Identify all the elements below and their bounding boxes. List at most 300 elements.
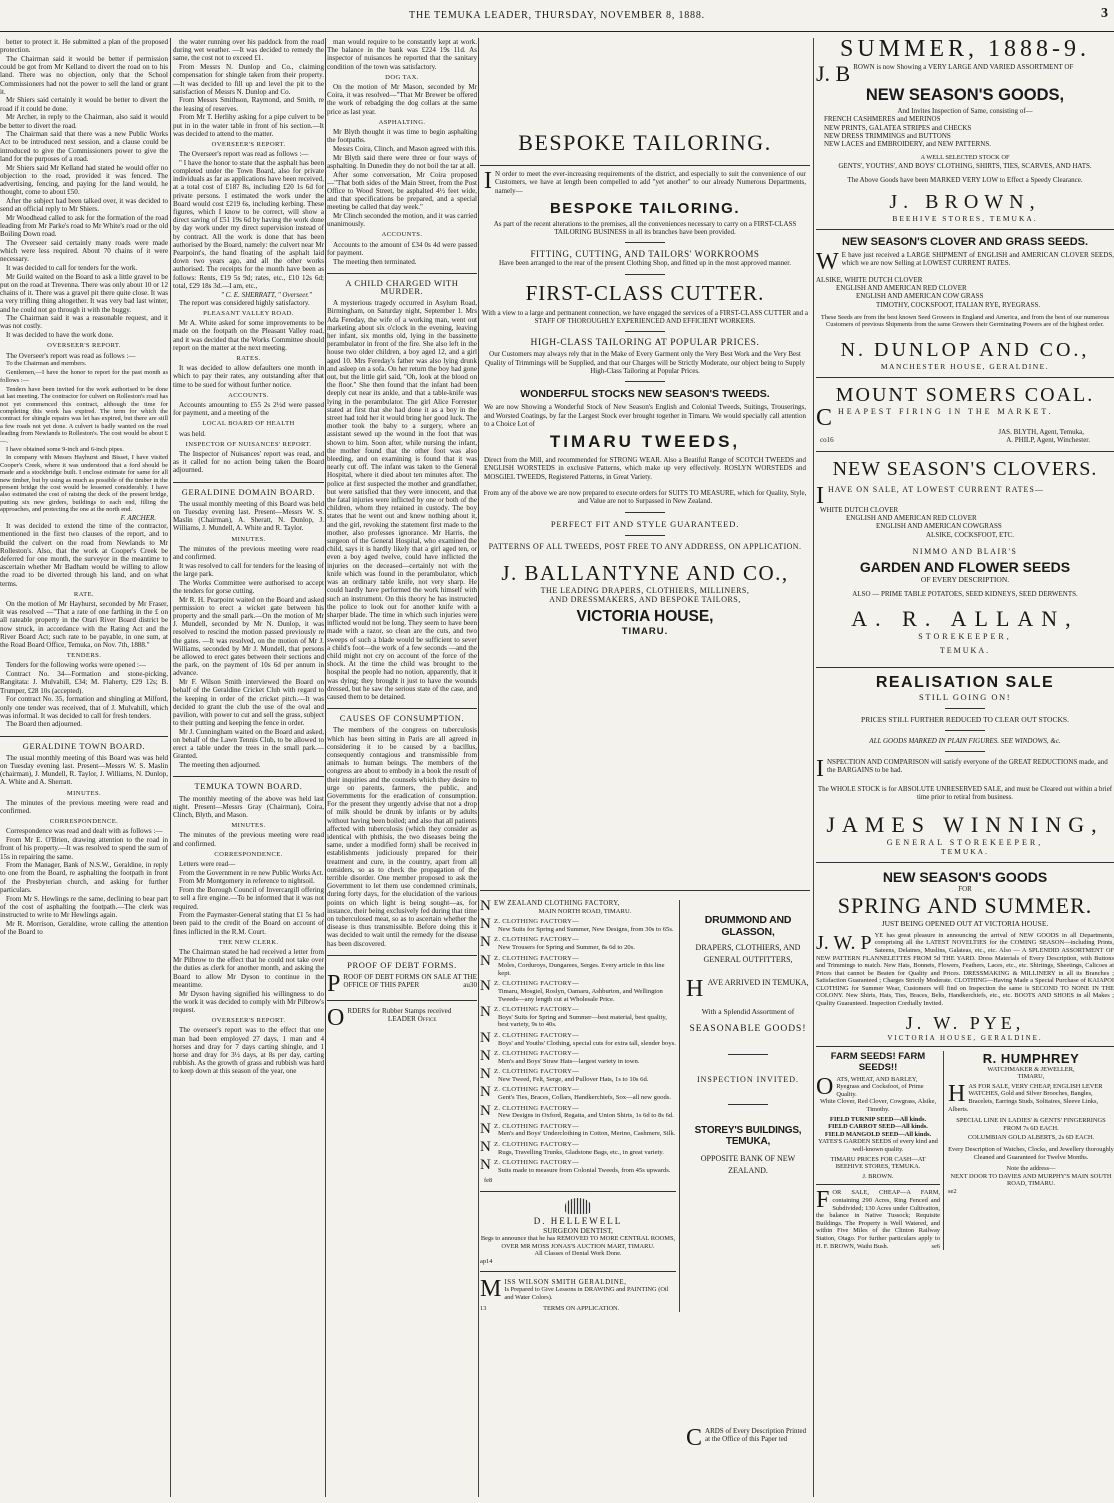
drop-cap: C <box>686 1427 703 1448</box>
wilson-name: ISS WILSON SMITH GERALDINE, <box>504 1278 627 1287</box>
humphrey-ad <box>948 1051 1114 1196</box>
paragraph: Mr Archer, in reply to the Chairman, also said it would be better to divert the road. <box>0 113 168 130</box>
divider <box>480 890 810 891</box>
paragraph: The Overseer's report was read as follows :— <box>179 150 309 159</box>
cheapest-text: HEAPEST FIRING IN THE MARKET. <box>838 407 1054 417</box>
divider <box>327 1000 477 1001</box>
divider <box>625 331 665 332</box>
inspection-body: NSPECTION AND COMPARISON will satisfy everyone of the GREAT REDUCTIONS made, and the BARGAINS to be had. <box>827 758 1108 775</box>
agent-philp-text: A. PHILP, Agent, Winchester. <box>1006 436 1090 445</box>
perfect-fit: PERFECT FIT AND STYLE GUARANTEED. <box>550 518 740 529</box>
factory-item: N Z. CLOTHING FACTORY— Timaru, Mosgiel, Roslyn, Oamaru, Ashburton, and Wellington Tweeds—any length cut at Wholesale Price. <box>480 978 663 1003</box>
paragraph: The Board then adjourned. <box>6 720 83 729</box>
paragraph: Mr Guild waited on the Board to ask a little gravel to be put on the road at Trevenna. There was only about 10 or 12 chains of it. There was a gravel pit there quite close. It was a very trifling thing altogether. It was very bad last winter, and he could not go through it with the buggy. <box>0 272 168 314</box>
still-going: STILL GOING ON! <box>918 692 1012 703</box>
divider <box>728 1054 768 1055</box>
paragraph: On the motion of Mr Mason, seconded by Mr Coira, it was resolved—"That Mr Brewer be offered the work of rebadging the dog collars at the same price as last year. <box>327 83 477 116</box>
wilson-smith-ad <box>480 1278 676 1312</box>
paragraph: Mr J. Cunningham waited on the Board and asked, on behalf of the Lawn Tennis Club, to be allowed to erect a table under the trees in the small park.—Granted. <box>173 727 324 761</box>
factory-item: N Z. CLOTHING FACTORY— Rugs, Travelling Trunks, Gladstone Bags, etc., in great variety. <box>480 1139 664 1156</box>
pye-body: YE has great pleasure in announcing the arrival of NEW GOODS in all Departments, comprising all the LATEST NOVELTIES for the COMING SEASON—including Prints, Sateens, Delaines, Muslins, Galateas, etc., etc. Also — A SPLENDID ASSORTMENT OF NEW PATTERN FLANNELETTES FROM 5d THE YARD. Dress Materials of Every Description, with Buttons and Trimmings to match. New Hats, Bonnets, Flowers, Feathers, Laces, etc., etc. Shirtings, Sheetings, Calicoes at Prices that cannot be Beaten for Quality and Prices. DRESSMAKING & MILLINERY in all its Branches ; Satisfaction Guaranteed ; Charges Strictly Moderate. CLOTHING—Having Made a Special Purchase of KAIAPOI CLOTHING for Summer Wear, Customers will find on Inspection the same is SECOND TO NONE IN THE COLONY. New Shirts, Hats, Ties, Braces, Belts, Handkerchiefs, etc., etc. BOOTS AND SHOES in all Makes ; Quality Guaranteed. Inspection Cordially Invited. <box>816 931 1114 1008</box>
drummond-arrived <box>686 978 810 999</box>
nimmo-blair: NIMMO AND BLAIR'S <box>912 546 1018 556</box>
victoria-house: VICTORIA HOUSE, <box>576 607 714 625</box>
ballantyne-sub: THE LEADING DRAPERS, CLOTHIERS, MILLINERS, <box>540 585 750 595</box>
factory-item: N Z. CLOTHING FACTORY— Men's and Boys' Underclothing in Cotton, Merino, Cashmere, Silk. <box>480 1120 676 1138</box>
cutter-text: With a view to a large and permanent connection, we have engaged the services of a FIRST-CLASS CUTTER and a STAFF OF THOROUGHLY EXPERIENCED AND EFFICIENT WORKERS. <box>482 308 808 326</box>
paragraph: Gentlemen,—I have the honor to report for the past month as follows :— <box>0 368 168 385</box>
paragraph: The Overseer's report was read as follows :— <box>6 351 136 360</box>
stock-text: From any of the above we are now prepared to execute orders for SUITS TO MEASURE, which for Quality, Style, and Value are not to Surpassed in New Zealand. <box>483 489 807 506</box>
winning-ad <box>816 674 1114 856</box>
ad-code: ap14 <box>480 1257 493 1265</box>
victoria-geraldine: VICTORIA HOUSE, GERALDINE. <box>887 1033 1043 1042</box>
farm-white: White Clover, Red Clover, Cowgrass, Alsike, Timothy. <box>819 1098 937 1114</box>
paragraph: On the motion of Mr Hayhurst, seconded by Mr Fraser, it was resolved —"That a rate of one farthing in the £ on all rateable property in the Orari River Board district be now struck, in accordance with the Rating Act and the River Board Act; such rate to be payable, in one sum, at the Road Board Office, Temuka, on Nov. 7th, 1888." <box>0 600 168 650</box>
paragraph: It was decided to extend the time of the contractor, mentioned in the first two clauses of the report, and to build the culvert on the road from Newlands to Mr Rolleston's. Also, that the work at Cooper's Creek be deferred for one month, the surveyor in the meantime to ascertain whether Mr Badham would be willing to allow the road to be diverted through his land, and on what terms. <box>0 522 168 588</box>
paragraph: From Mr Montgomery in reference to nightsoil. <box>179 877 315 886</box>
paragraph: man would require to be constantly kept at work. The balance in the bank was £224 19s 11d. As inspector of nuisances he reported that the sanitary condition of the town was satisfactory. <box>327 38 477 71</box>
clover-note: These Seeds are from the best known Seed Growers in England and America, and from the best of our numerous Customers of previous Shipments from the same Growers their Germinating Powers are of the highest order. <box>820 313 1110 329</box>
paragraph: The minutes of the previous meeting were read and confirmed. <box>173 544 324 562</box>
invites-text: And Invites Inspection of Same, consisting of— <box>897 107 1033 115</box>
drop-cap: O <box>327 1007 345 1029</box>
drop-cap: M <box>480 1278 502 1303</box>
humphrey-place: TIMARU, <box>1017 1073 1045 1081</box>
drop-cap: I <box>816 758 824 780</box>
paragraph: I have obtained some 9-inch and 6-inch pipes. <box>6 445 124 453</box>
paragraph: From Messrs Smithson, Raymond, and Smith, re the leasing of reserves. <box>173 96 324 113</box>
dentist-ad <box>480 1198 676 1265</box>
paragraph: Accounts to the amount of £34 0s 4d were passed for payment. <box>327 240 477 257</box>
factory-item: N Z. CLOTHING FACTORY— Boys' Suits for Spring and Summer—best material, best quality, best variety, 9s to 40s. <box>480 1004 667 1029</box>
drop-cap: I <box>484 168 492 194</box>
paragraph: Mr F. Wilson Smith interviewed the Board on behalf of the Geraldine Cricket Club with regard to the keeping in order of the cricket pitch.—It was decided to grant the club the use of the oval and pavilion, with power to cut and sell the grass, subject to their putting and keeping the fence in order. <box>173 678 324 728</box>
paragraph: Contract No. 34—Formation and stone-picking, Rangitata: J. Mulvahill, £34; M. Flaherty, £29 12s; B. Trumper, £28 10s (accepted). <box>0 670 168 695</box>
humphrey-note: Note the address— <box>1006 1165 1056 1173</box>
inspection-text <box>816 758 1114 779</box>
brown-ad <box>816 38 1114 223</box>
humphrey-repair: Every Description of Watches, Clocks, and Jewellery thoroughly Cleaned and Guaranteed for Twelve Months. <box>948 1146 1114 1161</box>
paragraph: was held. <box>179 429 206 438</box>
cheapest-firing <box>816 407 1114 428</box>
tooth-icon <box>565 1198 591 1214</box>
ad-code: se6 <box>931 1242 940 1250</box>
paragraph: The usual monthly meeting of this Board was was held on Tuesday evening last. Present—Messrs W. S. Maslin (chairman), J. Mundell, R. Taylor, J. Williams, N. Dunlop, A. White and A. Sherratt. <box>0 753 168 787</box>
drummond-name: DRUMMOND AND GLASSON, <box>704 914 792 938</box>
factory-item: N Z. CLOTHING FACTORY— Gent's Ties, Braces, Collars, Handkerchiefs, Sox—all new goods. <box>480 1084 671 1102</box>
column-rule <box>813 38 814 1497</box>
wilson-text: Is Prepared to Give Lessons in DRAWING and PAINTING (Oil and Water Colors). <box>504 1286 669 1301</box>
paragraph: " I have the honor to state that the asphalt has been completed under the Town Board, also for private individuals as far as applications have been received, at a total cost of £187 8s, including £20 1s 6d for private persons. I estimated the work under the Board would cost £219 6s, including kerbing. These figures, which I know to be correct, will show a direct saving of £51 19s 6d by having the work done by day work under my direct supervision instead of by contract. All the work is done that has been authorised by the Board, namely: the culvert near Mr Pearpoint's, the hand floating of the asphalt laid down two years ago, and all the other works authorised. The receipts for the month have been as follows: Rents, £19 5s 9d; rates, etc., £10 12s 6d; total, £29 18s 3d.—I am, etc., <box>173 158 324 290</box>
factory-item: N Z. CLOTHING FACTORY— New Trousers for Spring and Summer, 8s 6d to 20s. <box>480 934 635 951</box>
fitting-title: FITTING, CUTTING, AND TAILORS' WORKROOMS <box>530 249 760 260</box>
subheading: TENDERS. <box>66 652 102 660</box>
subheading: RATES. <box>236 355 261 363</box>
farm-sale-text: OR SALE, CHEAP—A FARM, containing 290 Acres, Ring Fenced and Subdivided; 130 Acres under Cultivation, the balance in Native Tussock; Requisite Buildings. The Property is Well Watered, and within Five Miles of the Clinton Railway Station, Otago. For further particulars apply to H. F. BROWN, Waihi Bush. <box>816 1189 940 1250</box>
cards-text: ARDS of Every Description Printed at the Office of this Paper ted <box>705 1427 807 1443</box>
coal-ad <box>816 384 1114 445</box>
place-name: TIMARU. <box>621 625 669 637</box>
clovers-title: NEW SEASON'S CLOVERS. <box>832 457 1098 480</box>
paragraph: Mr Shiers said Mr Kelland had stated he would offer no objection to the road, provided it was fenced. The advertising, fencing, and paying for the land would, he thought, come to about £50. <box>0 163 168 197</box>
ballantyne-ad <box>480 130 810 637</box>
factory-name: EW ZEALAND CLOTHING FACTORY, <box>494 899 620 907</box>
paragraph: It was decided to call for tenders for the work. <box>6 263 138 272</box>
list-item: TIMOTHY, COCKSFOOT, ITALIAN RYE, RYEGRASS. <box>876 300 1041 309</box>
paragraph: A mysterious tragedy occurred in Asylum Road, Birmingham, on Saturday night, September 1. Mrs Ada Fereday, the wife of a working man, went out marketing about six o'clock in the evening, leaving her infant, six months old, lying in the bassinette perambulator in front of the fire. She also left in the house two older children, a boy aged 12, and a girl aged 10. Mrs Fereday's father was also lying drunk and asleep on a sofa. On her return the boy had gone out, but the little girl said, "Oh, look at the blood on the floor." She then found that the infant had been deeply cut near its ankle, and that a table-knife was lying in the perambulator. The girl Alice Forrester stated at first that she had done it as a boy in the street had told her it would bring her good luck. The mother took the baby to a surgery, where an assistant sewed up the wound in the foot that was shown to him. Soon after, while nursing the infant, the mother found that the other foot was also bleeding, and on examining is found that it was nearly cut off. The infant was taken to the General Hospital, where it died about ten minutes after. The police at first suspected the mother and grandfather, but were satisfied that they were innocent, and that the fatal injuries were inflicted by one or both of the children, whom they retained in custody. The boy states that he went out and knew nothing about it, and the girl, revoking the statement first made to the mother, also professes ignorance. Mr Harris, the surgeon of the General Hospital, who examined the child, says it is hardly likely that a girl aged ten, or even a boy aged twelve, could have inflicted the injuries on the deceased—certainly not with the knife which was found in the perambulator, which was an ordinary table knife, not very sharp. He could hardly have performed the work himself with such an instrument. On this theory he has instructed the police to look out for another knife with a sharper blade. The time in which such injuries were inflicted would not be long. They seem to have been made with a razor, so clean are the cuts, and two sweeps of such a blade would be sufficient to sever a child's foot—the work of a few seconds —and the child might not cry on account of the force of the shock. At the time the child was brought to the hospital the people had no notion, apparently, that it was dying; they brought it just to have the wounds dressed, but he saw the serious state of the case, and caused them to be detained. <box>327 299 477 701</box>
marked-figures: ALL GOODS MARKED IN PLAIN FIGURES. SEE WINDOWS, &c. <box>869 737 1061 746</box>
allan-ad <box>816 458 1114 655</box>
divider <box>728 1104 768 1105</box>
paragraph: It was resolved to call for tenders for the leasing of the large park. <box>173 561 324 578</box>
paragraph: The report was considered highly satisfactory. <box>179 298 310 307</box>
clover-list <box>816 276 1114 309</box>
intro-text <box>480 170 810 195</box>
paragraph: From Mr T. Herlihy asking for a pipe culvert to be put in in the water table in front of his section.—It was decided to attend to the matter. <box>173 113 324 138</box>
list-item: FRENCH CASHMERES and MERINOS <box>824 115 941 124</box>
list-item: NEW PRINTS, GALATEA STRIPES and CHECKS <box>824 123 972 132</box>
opposite-bank: OPPOSITE BANK OF NEW ZEALAND. <box>700 1154 796 1175</box>
paragraph: Mr R. Morrison, Geraldine, wrote calling the attention of the Board to <box>0 919 168 936</box>
paragraph: From Mr E. O'Brien, drawing attention to the road in front of his property.—It was resolved to spend the sum of 15s in repairing the same. <box>0 836 168 861</box>
winning-name: JAMES WINNING, <box>826 811 1104 837</box>
divider <box>480 1191 676 1192</box>
storeys-buildings: STOREY'S BUILDINGS, TEMUKA, <box>694 1125 802 1147</box>
drummond-glasson-ad <box>686 900 810 1448</box>
signature: " C. E. SHERRATT, " Overseer." <box>220 290 312 299</box>
humphrey-body: AS FOR SALE, VERY CHEAP, ENGLISH LEVER WATCHES, Gold and Silver Brooches, Bangles, Bracelets, Earrings Studs, Solitaires, Sleeve Links, Alberts. <box>948 1082 1103 1113</box>
terms-text: TERMS ON APPLICATION. <box>543 1304 620 1312</box>
paragraph: The Chairman stated he had received a letter from Mr Pilbrow to the effect that he could not take over the duties as clerk for another month, and asking the Board to allow Mr Dyson to continue in the meantime. <box>173 948 324 989</box>
paragraph: The Chairman said it would be better if permission could be got from Mr Kelland to divert the road on to his land. There was no objection, only that the School Commissioners had not the power to sell the land or grant it. <box>0 54 168 96</box>
list-item: ALSIKE, COCKSFOOT, ETC. <box>926 530 1014 539</box>
column-2 <box>173 38 324 1497</box>
allan-name: A. R. ALLAN, <box>851 606 1079 632</box>
signature: F. ARCHER. <box>120 514 156 523</box>
paragraph: In company with Messrs Hayhurst and Bisset, I have visited Cooper's Creek, where it was understood that a ford should be made and a stockbridge built. I enclose estimate for same for all new timber, but by using as much as possible of the timber in the present bridge the cost would be lessened considerably. I have also estimated the cost of raising the deck of the present bridge, putting six new girders, buildings to each end, filling the approaches, and protecting the one at the north end. <box>0 454 168 514</box>
list-item: ENGLISH AND AMERICAN RED CLOVER <box>846 513 977 522</box>
humphrey-text <box>948 1083 1114 1113</box>
dunlop-ad <box>816 236 1114 371</box>
factory-item: N Z. CLOTHING FACTORY— Moles, Corduroys, Dungarees, Serges. Every article in this line kept. <box>480 952 665 977</box>
factory-address: MAIN NORTH ROAD, TIMARU. <box>538 907 632 915</box>
paragraph: The monthly meeting of the above was held last night. Present—Messrs Gray (Chairman), Coira, Clinch, Blyth, and Mason. <box>173 794 324 819</box>
have-text: HAVE ON SALE, AT LOWEST CURRENT RATES— <box>828 484 1044 494</box>
ad-code: se2 <box>948 1187 957 1195</box>
bottom-ads <box>816 1051 1114 1281</box>
debt-forms-ad <box>327 973 477 994</box>
article-heading: PROOF OF DEBT FORMS. <box>327 955 477 969</box>
temuka-place: TEMUKA. <box>941 846 989 856</box>
subheading: DOG TAX. <box>385 73 419 81</box>
paragraph: The Chairman said that there was a new Public Works Act to be introduced next session, and a clause could be introduced to give the Commissioners power to give the land for the purposes of a road. <box>0 130 168 163</box>
prices-text: PRICES STILL FURTHER REDUCED TO CLEAR OUT STOCKS. <box>861 715 1069 725</box>
brown-intro <box>816 63 1114 84</box>
paragraph: The usual monthly meeting of this Board was held on Tuesday evening last. Present—Messrs W. S. Maslin (Chairman), A. Sheratt, N. Dunlop, J. Williams, J. Mundell, A. White and R. Taylor. <box>173 499 324 533</box>
subheading: LOCAL BOARD OF HEALTH <box>202 420 295 428</box>
clovers-list <box>816 506 1114 539</box>
brown-intro-text: ROWN is now Showing a VERY LARGE AND VARIED ASSORTMENT OF <box>853 63 1074 71</box>
tweeds-text: We are now Showing a Wonderful Stock of New Season's English and Colonial Tweeds, Suitings, Trouserings, and Worsted Coatings, by far the Largest Stock ever brought together in Timaru. We would specially call attention to a Choice Lot of <box>484 403 806 428</box>
paragraph: From the Borough Council of Invercargill offering to sell a fire engine.—To be informed that it was not required. <box>173 886 324 911</box>
divider <box>945 708 985 709</box>
ad-code: fe8 <box>484 1177 493 1185</box>
farm-brown: J. BROWN. <box>862 1172 894 1180</box>
paragraph: For contract No. 35, formation and shingling at Milford, only one tender was received, that of J. Mulvahill, which was informal. It was decided to call for fresh tenders. <box>0 695 168 720</box>
paragraph: After some conversation, Mr Coira proposed—"That both sides of the Main Street, from the Post Office to Wood Street, be asphalted 4½ feet wide, and that specifications be prepared, and a special meeting be called that day week." <box>327 170 477 212</box>
divider <box>816 862 1114 863</box>
paragraph: the water running over his paddock from the road during wet weather. —It was decided to remedy the same, the cost not to exceed £1. <box>173 38 324 63</box>
divider <box>625 535 665 536</box>
list-item: WHITE DUTCH CLOVER <box>820 505 899 514</box>
newspaper-header <box>0 4 1114 32</box>
subheading: MINUTES. <box>231 535 266 543</box>
stamps-office: LEADER Office <box>387 1015 437 1024</box>
drummond-with: With a Splendid Assortment of <box>701 1007 795 1016</box>
debt-text: ROOF OF DEBT FORMS ON SALE AT THE OFFICE OF THIS PAPER <box>343 973 477 990</box>
drop-cap: J. B <box>816 63 851 84</box>
column-5 <box>816 38 1114 1497</box>
pye-ad <box>816 869 1114 1042</box>
drop-cap: C <box>816 407 836 429</box>
drummond-sub: DRAPERS, CLOTHIERS, AND GENERAL OUTFITTERS, <box>695 943 801 964</box>
column-rule <box>170 38 171 1497</box>
ad-code: au30 <box>463 981 477 990</box>
factory-item: N Z. CLOTHING FACTORY— Boys' and Youths' Clothing, special cuts for extra tall, slender boys. <box>480 1029 676 1047</box>
alterations-text: As part of the recent alterations to the premises, all the conveniences necessary to carry on a FIRST-CLASS TAILORING BUSINESS in all its branches have been provided. <box>493 219 797 237</box>
subheading: OVERSEER'S REPORT. <box>211 1017 286 1025</box>
paragraph: Tenders have been invited for the work authorised to be done at last meeting. The contractor for culvert on Rolleston's road has not yet commenced this contract, although the time for completing this work has expired. The term for which the contract for shingle repairs was let has expired, but there are still a few roads not yet done. A culvert is badly wanted on the road leading from Newlands to Rolleston's. The cost would be about £—. <box>0 385 168 445</box>
dunlop-name: N. DUNLOP AND CO., <box>840 339 1090 362</box>
subheading: CORRESPONDENCE. <box>49 818 119 826</box>
factory-item: N Z. CLOTHING FACTORY— Men's and Boys' Straw Hats—largest variety in town. <box>480 1048 640 1065</box>
paragraph: The Chairman said it was a reasonable request, and it was not costly. <box>0 314 168 331</box>
paragraph: The meeting then terminated. <box>333 257 417 266</box>
subheading: THE NEW CLERK. <box>218 938 279 946</box>
article-heading: GERALDINE DOMAIN BOARD. <box>173 482 324 496</box>
column-4 <box>480 38 810 1497</box>
ad-code: 13 <box>480 1304 487 1312</box>
dentist-text: Begs to announce that he has REMOVED TO MORE CENTRAL ROOMS, OVER MR MOSS JONAS'S AUCTION MART, TIMARU. <box>480 1235 676 1250</box>
paragraph: The Overseer said certainly many roads were made which were less required. About 70 chains of it were necessary. <box>0 238 168 264</box>
paragraph: Accounts amounting to £55 2s 2½d were passed for payment, and a meeting of the <box>173 401 324 418</box>
paragraph: The minutes of the previous meeting were read and confirmed. <box>0 798 168 816</box>
divider <box>480 165 810 166</box>
paragraph: To the Chairman and members. <box>6 360 87 368</box>
divider <box>816 229 1114 230</box>
subheading: CORRESPONDENCE. <box>214 850 283 858</box>
realisation-title: REALISATION SALE <box>875 674 1055 692</box>
list-item: ENGLISH AND AMERICAN RED CLOVER <box>836 283 967 292</box>
subheading: MINUTES. <box>231 822 266 830</box>
farm-prices: TIMARU PRICES FOR CASH—AT BEEHIVE STORES, TEMUKA. <box>830 1155 926 1171</box>
paragraph: From Messrs N. Dunlop and Co., claiming compensation for shingle taken from their property.—It was decided to fill up and level the pit to the satisfaction of Messrs N. Dunlop and Co. <box>173 63 324 96</box>
humphrey-address: NEXT DOOR TO DAVIES AND MURPHY'S MAIN SOUTH ROAD, TIMARU. <box>950 1172 1112 1188</box>
article-heading: A CHILD CHARGED WITH MURDER. <box>327 273 477 295</box>
subheading: INSPECTOR OF NUISANCES' REPORT. <box>185 440 312 448</box>
marked-text: The Above Goods have been MARKED VERY LOW to Effect a Speedy Clearance. <box>847 176 1083 185</box>
drop-cap: J. W. P <box>816 931 872 954</box>
farm-carrot: FIELD CARROT SEED—All kinds. <box>828 1123 928 1131</box>
cutter-title: FIRST-CLASS CUTTER. <box>525 280 765 305</box>
summer-title: SUMMER, 1888-9. <box>839 38 1091 62</box>
cards-ad <box>686 1427 810 1448</box>
page-number: 3 <box>1101 6 1108 21</box>
new-goods-title: NEW SEASON'S GOODS, <box>865 86 1065 104</box>
paragraph: From Mr S. Hewlings re the same, declining to bear part of the cost of asphalting the footpath.—The clerk was instructed to write to Mr Hewlings again. <box>0 894 168 919</box>
dentist-name: D. HELLEWELL <box>533 1216 623 1226</box>
paragraph: The members of the congress on tuberculosis which has been sitting in Paris are all agreed in considering it to be caused by a bacillus, consequently contagious and transmissible from animals to human beings. The members of the congress are about to embody in a book the result of their inquiries and the counsels which they desire to urge on parents, farmers, the public, and Governments for the eradication of consumption. For the present they urgently advise that not a drop of milk should be drunk by infants or by adults without having been boiled; and also that all patients affected with tuberculosis (which they consider as identical with phthisis, the two diseases being the same, under a modified form) shall be received in establishments judiciously prepared for their treatment and cure, in the country, apart from all outsiders, so as to check the propagation of the terrible disorder. One member proposed to ask the Government to let them use condemned criminals, during forty days, for the elucidation of the various points on which light is being sought—as, for instance, their being exclusively fed during that time on tuberculosed meat, so as to ascertain whether the disease is thus transmissible. Before doing this it was decided to wait until the remedy for the disease has been discovered. <box>327 726 477 948</box>
wilson-terms <box>480 1305 676 1313</box>
farm-yates: YATES'S GARDEN SEEDS of every kind and well-known quality. <box>818 1138 938 1153</box>
paragraph: Mr Woodhead called to ask for the formation of the road leading from Mr Parke's road to Mr White's road or the old Boiling Down road. <box>0 213 168 239</box>
timaru-tweeds-text: Direct from the Mill, and recommended for STRONG WEAR. Also a Beatiful Range of SCOTCH TWEEDS and ENGLISH WORSTEDS in exclusive Patterns, which make up very effectively. ROSLYN WORSTEDS and MOSGIEL TWEEDS, Registered Patterns, in Great Variety. <box>484 456 806 481</box>
paragraph: Mr Blyth thought it was time to begin asphalting the footpaths. <box>327 128 477 145</box>
paragraph: Correspondence was read and dealt with as follows :— <box>6 827 163 836</box>
inspection-invited: INSPECTION INVITED. <box>696 1075 800 1084</box>
divider <box>625 381 665 382</box>
dentist-title: SURGEON DENTIST, <box>543 1226 613 1235</box>
coal-title: MOUNT SOMERS COAL. <box>835 384 1095 407</box>
spring-summer: SPRING AND SUMMER. <box>837 892 1093 918</box>
paragraph: The meeting then adjourned. <box>179 761 261 770</box>
timaru-tweeds-title: TIMARU TWEEDS, <box>549 432 741 452</box>
paragraph: Mr Clinch seconded the motion, and it was carried unanimously. <box>327 212 477 229</box>
gents-text: GENTS', YOUTHS', AND BOYS' CLOTHING, SHIRTS, TIES, SCARVES, AND HATS. <box>838 162 1092 171</box>
subheading: RATE. <box>73 590 95 598</box>
article-heading: TEMUKA TOWN BOARD. <box>173 776 324 790</box>
clover-body: E have just received a LARGE SHIPMENT of ENGLISH and AMERICAN CLOVER SEEDS, which we are now Selling at LOWEST CURRENT RATES. <box>841 250 1114 267</box>
manchester-house: MANCHESTER HOUSE, GERALDINE. <box>880 362 1050 372</box>
bespoke-subtitle: BESPOKE TAILORING. <box>549 199 741 217</box>
clover-text <box>816 251 1114 272</box>
paragraph: The Works Committee were authorised to accept the tenders for gorse cutting. <box>173 578 324 595</box>
ballantyne-name: J. BALLANTYNE AND CO., <box>501 560 789 585</box>
seasonable-goods: SEASONABLE GOODS! <box>689 1024 807 1034</box>
pye-name: J. W. PYE, <box>905 1012 1025 1033</box>
paragraph: Mr A. White asked for some improvements to be made on the footpath on the Pleasant Valley road, and it was decided that the Works Committee should report on the matter at the next meeting. <box>173 319 324 352</box>
paragraph: Letters were read— <box>179 859 236 868</box>
agent-blyth: JAS. BLYTH, Agent, Temuka, <box>998 428 1084 437</box>
drop-cap: N <box>480 898 491 914</box>
paragraph: The minutes of the previous meeting were read and confirmed. <box>173 831 324 848</box>
farm-mangold: FIELD MANGOLD SEED—All kinds. <box>824 1130 932 1138</box>
farm-turnip: FIELD TURNIP SEED—All kinds. <box>829 1115 927 1123</box>
rubber-stamps-ad <box>327 1007 477 1028</box>
fitting-text: Have been arranged to the rear of the present Clothing Shop, and fitted up in the most approved manner. <box>499 259 791 268</box>
general-storekeeper: GENERAL STOREKEEPER, <box>886 837 1044 847</box>
list-item: ALSIKE, WHITE DUTCH CLOVER <box>816 275 923 284</box>
paragraph: Mr Dyson having signified his willingness to do the work it was decided to comply with Mr Pilbrow's request. <box>173 989 324 1014</box>
drop-cap: F <box>816 1189 830 1214</box>
subheading: OVERSEER'S REPORT. <box>47 342 121 350</box>
column-rule <box>478 38 479 1497</box>
paragraph: After the subject had been talked over, it was decided to send an official reply to Mr Shiers. <box>0 196 168 214</box>
list-item: ENGLISH AND AMERICAN COWGRASS <box>876 522 1002 531</box>
pye-text <box>816 932 1114 1008</box>
temuka-place: TEMUKA. <box>939 646 991 656</box>
humphrey-name: R. HUMPHREY <box>982 1050 1080 1066</box>
humphrey-special: SPECIAL LINE IN LADIES' & GENTS' FINGERRINGS FROM 7s 6D EACH. <box>956 1117 1106 1132</box>
article-heading: GERALDINE TOWN BOARD. <box>0 736 168 750</box>
whole-stock: The WHOLE STOCK is for ABSOLUTE UNRESERVED SALE, and must be Cleared out within a brief time prior to retiral from business. <box>817 785 1113 802</box>
dentist-all: All Classes of Dental Work Done. <box>534 1250 622 1258</box>
paragraph: It was decided to have the work done. <box>6 331 114 340</box>
clothing-factory-ad <box>480 900 680 1312</box>
paragraph: From the Manager, Bank of N.S.W., Geraldine, in reply to one from the Board, re asphalting the footpath in front of the Presbyterian church, and asking for further particulars. <box>0 861 168 894</box>
humphrey-title: WATCHMAKER & JEWELLER, <box>987 1065 1075 1073</box>
divider <box>945 730 985 731</box>
patterns-text: PATTERNS OF ALL TWEEDS, POST FREE TO ANY ADDRESS, ON APPLICATION. <box>488 541 802 551</box>
clover-title: NEW SEASON'S CLOVER AND GRASS SEEDS. <box>841 235 1089 248</box>
beehive-stores: BEEHIVE STORES, TEMUKA. <box>892 213 1038 223</box>
humphrey-columbian: COLUMBIAN GOLD ALBERTS, 2s 6D EACH. <box>967 1134 1095 1142</box>
list-item: NEW DRESS TRIMMINGS and BUTTONS <box>824 131 951 140</box>
paragraph: Mr Blyth said there were three or four ways of asphalting. In Dunedin they do not boil the tar at all. <box>327 153 477 170</box>
subheading: ACCOUNTS. <box>228 391 269 399</box>
paragraph: Messrs Coira, Clinch, and Mason agreed with this. <box>333 144 477 153</box>
every-description: OF EVERY DESCRIPTION. <box>920 574 1010 584</box>
goods-list <box>816 115 1114 148</box>
factory-header <box>480 900 676 915</box>
have-on-sale <box>816 485 1114 506</box>
paragraph: From the Paymaster-General stating that £1 5s had been paid to the credit of the Board on account of fines inflicted in the R.M. Court. <box>173 911 324 936</box>
divider <box>480 1271 676 1272</box>
divider <box>816 1184 940 1185</box>
also-text: ALSO — PRIME TABLE POTATOES, SEED KIDNEYS, SEED DERWENTS. <box>852 589 1078 598</box>
subheading: ASPHALTING. <box>378 118 426 126</box>
farm-oats-text: ATS, WHEAT, AND BARLEY, Ryegrass and Cocksfoot, of Prime Quality. <box>836 1075 924 1098</box>
paragraph: Mr R. H. Pearpoint waited on the Board and asked permission to erect a wicket gate between his property and the small park.—On the motion of Mr J. Mundell, seconded by Mr N. Dunlop, it was resolved to rescind the motion passed previously re the gates. —It was resolved, on the motion of Mr J. Williams, seconded by Mr J. Mundell, that persons be allowed to erect gates between their sections and the park, on the payment of 10s 6d per annum in advance. <box>173 595 324 678</box>
subheading: PLEASANT VALLEY ROAD. <box>203 310 294 317</box>
factory-item: N Z. CLOTHING FACTORY— New Suits for Spring and Summer, New Designs, from 30s to 65s. <box>480 916 674 933</box>
list-item: NEW LACES and EMBROIDERY, and NEW PATTERNS. <box>824 140 991 149</box>
well-selected: A WELL SELECTED STOCK OF <box>920 154 1010 162</box>
paragraph: better to protect it. He submitted a plan of the proposed protection. <box>0 38 168 55</box>
farm-sale-ad <box>816 1189 940 1250</box>
garden-seeds: GARDEN AND FLOWER SEEDS <box>859 558 1071 575</box>
column-rule <box>325 38 326 1497</box>
divider <box>625 242 665 243</box>
drop-cap: H <box>948 1082 966 1107</box>
drop-cap: O <box>816 1075 834 1099</box>
intro-body: N order to meet the ever-increasing requirements of the district, and especially to suit the convenience of our Customers, we have at length been compelled to add "yet another" to our already Numerous Departments, namely— <box>495 170 806 195</box>
divider <box>816 377 1114 378</box>
paragraph: The overseer's report was to the effect that one man had been employed 27 days, 1 man and 4 horses and dray for 7 days carting shingle, and 1 horse and dray for 3½ days, at 8s per day, carting rubbish. As the growth of grass and rubbish was hard to keep down at this season of the year, one <box>173 1026 324 1076</box>
drop-cap: H <box>686 978 704 999</box>
paragraph: From the Government in re new Public Works Act. <box>179 868 324 877</box>
drop-cap: P <box>327 973 341 995</box>
factory-item: N Z. CLOTHING FACTORY— Suits made to measure from Colonial Tweeds, from 45s upwards. <box>480 1157 671 1174</box>
paragraph: Tenders for the following works were opened :— <box>6 661 146 670</box>
factory-item: N Z. CLOTHING FACTORY— New Designs in Oxford, Regatta, and Union Shirts, 1s 6d to 8s 6d. <box>480 1102 674 1120</box>
divider <box>625 274 665 275</box>
new-season-goods: NEW SEASON'S GOODS <box>882 868 1048 885</box>
highclass-text: Our Customers may always rely that in the Make of Every Garment only the Very Best Work and the Very Best Quality of Trimmings will be Supplied, and that our Charges will be Strictly Moderate, our object being to Supply High-Class Tailoring at Popular Prices. <box>485 350 805 375</box>
divider <box>945 751 985 752</box>
highclass-title: HIGH-CLASS TAILORING AT POPULAR PRICES. <box>530 338 760 349</box>
paragraph: It was decided to allow defaulters one month in which to pay their rates, any outstanding after that time to be sued for without further notice. <box>173 364 324 389</box>
drop-cap: I <box>816 484 825 506</box>
subheading: MINUTES. <box>66 789 102 797</box>
paragraph: The Inspector of Nuisances' report was read, and as it called for no action being taken the Board adjourned. <box>173 450 324 475</box>
stamps-text: RDERS for Rubber Stamps received <box>347 1007 452 1016</box>
paragraph: Mr Shiers said certainly it would be better to divert the road if it could be done. <box>0 96 168 113</box>
article-body <box>0 38 168 339</box>
tweeds-title: WONDERFUL STOCKS NEW SEASON'S TWEEDS. <box>520 388 770 401</box>
drop-cap: W <box>816 250 839 272</box>
